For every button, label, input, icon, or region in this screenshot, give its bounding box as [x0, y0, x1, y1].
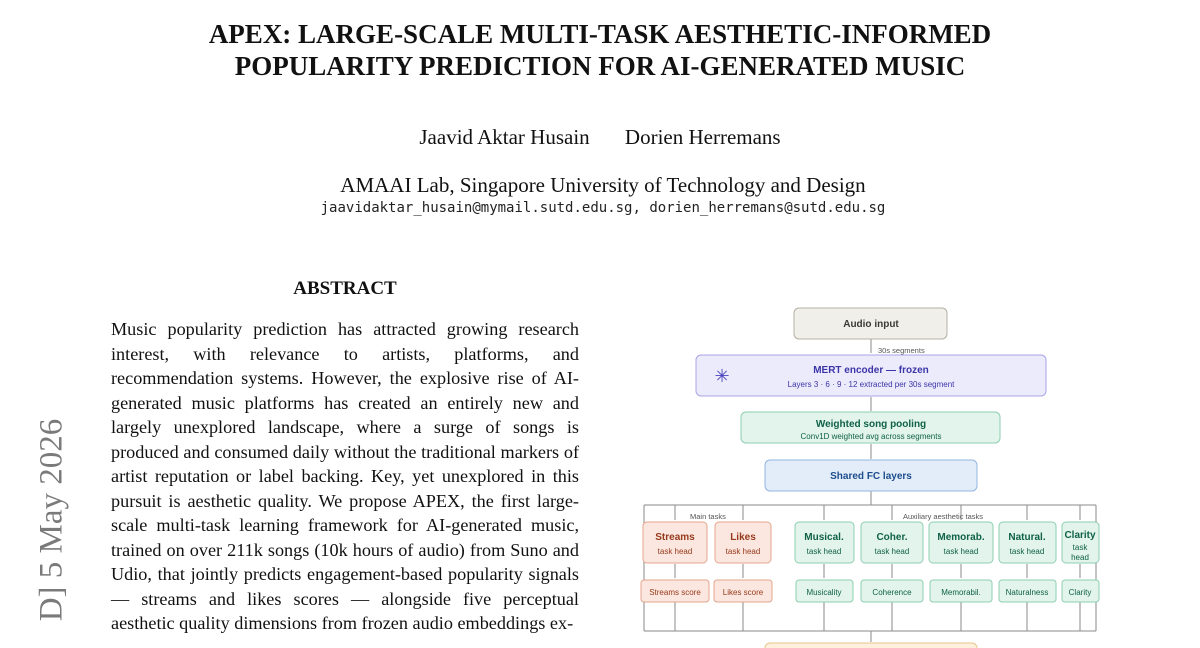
pooling-subtitle: Conv1D weighted avg across segments — [800, 432, 942, 441]
author-2: Dorien Herremans — [624, 125, 781, 149]
output-label: Streams score — [649, 588, 701, 597]
task-head-coherence — [861, 522, 923, 563]
architecture-figure — [630, 300, 1110, 648]
task-head-sub: task head — [806, 547, 842, 556]
affiliation: AMAAI Lab, Singapore University of Technology and Design — [340, 173, 866, 197]
task-head-memorability — [929, 522, 993, 563]
output-label: Coherence — [872, 588, 912, 597]
author-list — [0, 124, 1200, 150]
abstract-body: Music popularity prediction has attracted growing research interest, with relevance to artists, platforms, and recommendation systems. However, the explosive rise of AI-generated music platforms has created an entirely new and largely unexplored landscape, where a surge of songs is produced and consumed daily without the traditional markers of artist reputation or label backing. Key, yet unexplored in this pursuit is aesthetic quality. We propose APEX, the first large-scale multi-task learning framework for AI-generated music, trained on over 211k songs (10k hours of audio) from Suno and Udio, that jointly predicts engagement-based popularity signals — streams and likes scores — alongside five perceptual aesthetic quality dimensions from frozen audio embeddings ex- — [111, 319, 579, 633]
output-label: Musicality — [806, 588, 842, 597]
title-line-2: POPULARITY PREDICTION FOR AI-GENERATED MUSIC — [234, 51, 966, 81]
output-clarity — [1062, 580, 1099, 602]
output-label: Memorabil. — [941, 588, 981, 597]
aux-tasks-label: Auxiliary aesthetic tasks — [903, 512, 984, 521]
author-1: Jaavid Aktar Husain — [419, 125, 590, 149]
pooling-title: Weighted song pooling — [815, 419, 927, 430]
task-head-sub: task head — [725, 547, 761, 556]
task-head-title: Coher. — [876, 532, 908, 543]
task-head-title: Streams — [655, 532, 695, 543]
arxiv-side-stamp: D] 5 May 2026 — [33, 418, 70, 622]
task-head-musicality — [795, 522, 854, 563]
segments-label: 30s segments — [878, 346, 925, 355]
task-head-sub: task head — [657, 547, 693, 556]
output-label: Clarity — [1068, 588, 1092, 597]
author-emails: jaavidaktar_husain@mymail.sutd.edu.sg, dorien_herremans@sutd.edu.sg — [320, 200, 886, 216]
main-tasks-label: Main tasks — [690, 512, 726, 521]
fusion-box-partial — [765, 643, 977, 648]
task-head-title: Likes — [730, 532, 756, 543]
output-memorability — [930, 580, 992, 602]
task-head-sub-1: task — [1072, 543, 1088, 552]
task-head-title: Memorab. — [937, 532, 985, 543]
output-streams-score — [641, 580, 709, 602]
abstract-heading: ABSTRACT — [293, 278, 397, 299]
task-head-clarity — [1062, 522, 1099, 563]
task-head-title: Clarity — [1064, 530, 1096, 541]
output-likes-score — [714, 580, 772, 602]
task-head-streams — [643, 522, 707, 563]
audio-input-label: Audio input — [843, 319, 899, 330]
task-head-sub: task head — [874, 547, 910, 556]
fc-title: Shared FC layers — [830, 471, 912, 482]
paper-title — [100, 18, 1100, 82]
output-label: Naturalness — [1005, 588, 1049, 597]
task-head-likes — [715, 522, 771, 563]
task-head-title: Musical. — [804, 532, 844, 543]
task-head-sub: task head — [943, 547, 979, 556]
output-naturalness — [999, 580, 1056, 602]
snowflake-icon: ✳ — [714, 366, 730, 386]
title-line-1: APEX: LARGE-SCALE MULTI-TASK AESTHETIC-INFORMED — [208, 19, 992, 49]
output-musicality — [796, 580, 853, 602]
task-head-sub-2: head — [1071, 553, 1089, 562]
output-label: Likes score — [722, 588, 764, 597]
mert-encoder-subtitle: Layers 3 · 6 · 9 · 12 extracted per 30s segment — [787, 380, 955, 389]
task-head-sub: task head — [1009, 547, 1045, 556]
output-coherence — [861, 580, 923, 602]
mert-encoder-title: MERT encoder — frozen — [813, 365, 929, 376]
task-head-naturalness — [999, 522, 1056, 563]
task-head-title: Natural. — [1008, 532, 1046, 543]
